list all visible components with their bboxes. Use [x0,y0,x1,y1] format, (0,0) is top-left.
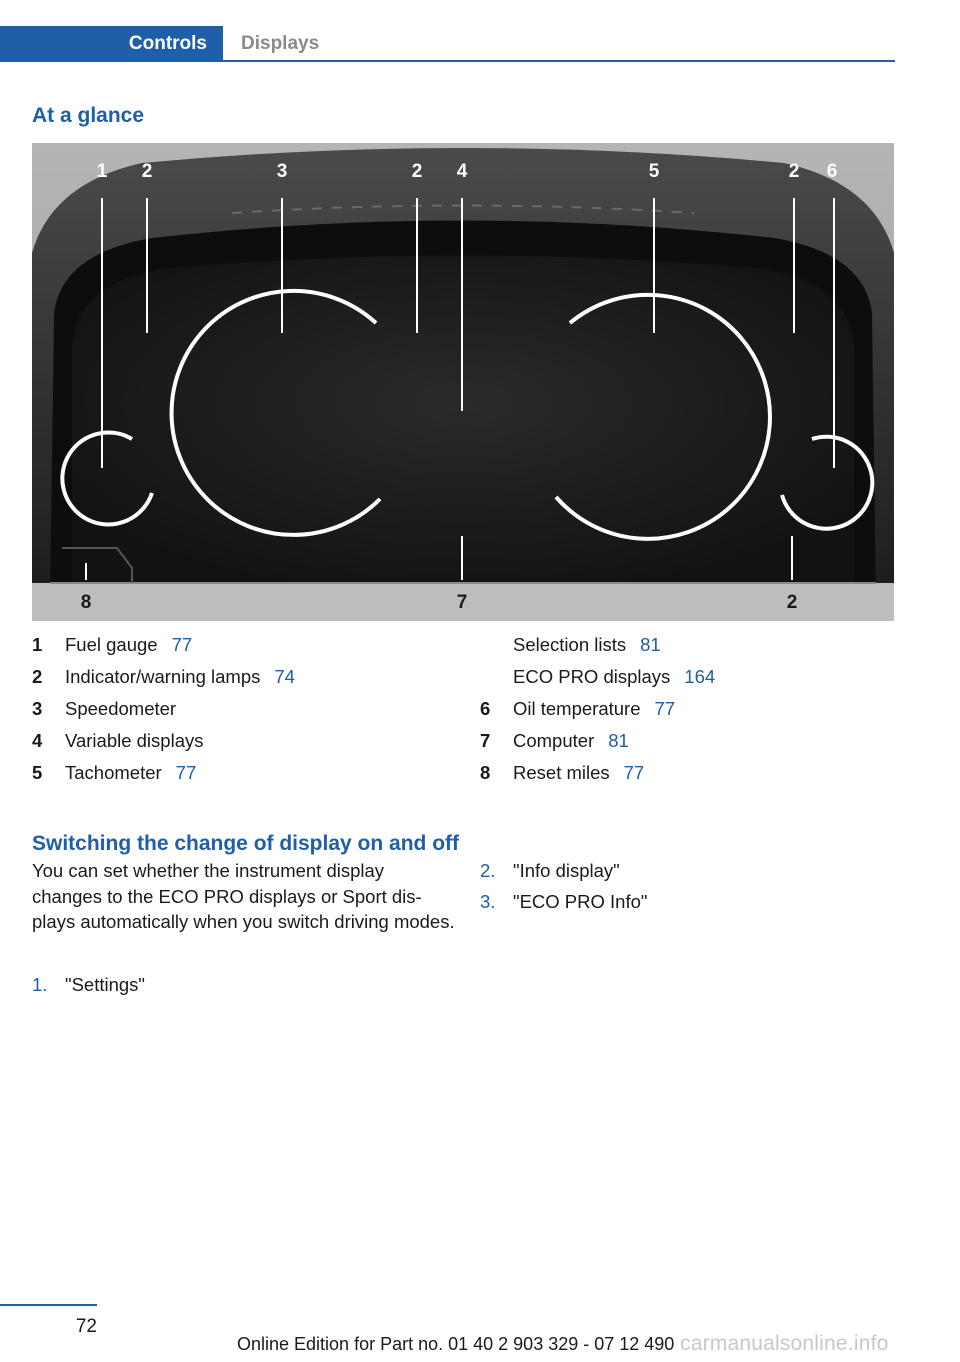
callout-top-3: 3 [276,161,288,182]
step-text: "ECO PRO Info" [513,891,648,912]
legend-label: Fuel gauge [65,634,158,655]
page-link[interactable]: 164 [684,666,716,687]
tab-displays[interactable]: Displays [241,33,320,54]
watermark: carmanualsonline.info [680,1332,889,1355]
legend-label: Variable displays [65,730,204,751]
callout-bottom-8: 8 [80,592,92,613]
edition-text: Online Edition for Part no. 01 40 2 903 329 - 07 12 490 [237,1334,675,1354]
page-link[interactable]: 81 [640,634,661,655]
step-item [32,969,452,1000]
legend-item [480,629,900,661]
legend-right [480,629,900,789]
page-link[interactable]: 81 [608,730,629,751]
legend-number: 7 [480,730,491,751]
page-link[interactable]: 77 [175,762,197,783]
instrument-cluster-illustration [32,143,894,621]
step-item [480,886,900,917]
callout-top-1: 1 [96,161,108,182]
steps-left [32,969,452,1000]
instrument-cluster-figure [32,143,894,621]
legend-label: Reset miles [513,762,610,783]
page-number: 72 [75,1316,97,1337]
legend-item [32,661,452,693]
footer-rule [0,1304,97,1306]
step-text: "Info display" [513,860,620,881]
legend-label: Tachometer [65,762,162,783]
legend-label: Computer [513,730,595,751]
page-link[interactable]: 77 [623,762,645,783]
callout-top-2c: 2 [788,161,800,182]
legend-label: ECO PRO displays [513,666,671,687]
legend-number: 8 [480,762,491,783]
legend-number: 1 [32,634,43,655]
legend-item [32,725,452,757]
tab-controls[interactable]: Controls [0,26,223,62]
legend-item [32,757,452,789]
legend-number: 5 [32,762,43,783]
step-number: 3. [480,891,496,912]
callout-bottom-7: 7 [456,592,468,613]
page-link[interactable]: 77 [171,634,193,655]
page-header [0,26,895,62]
legend-item [480,693,900,725]
step-text: "Settings" [65,974,145,995]
header-rule [0,60,895,62]
legend-item [480,725,900,757]
legend-item [480,661,900,693]
legend-item [32,693,452,725]
legend-number: 4 [32,730,43,751]
section-paragraph: You can set whether the instrument display changes to the ECO PRO displays or Sport dis- plays automatically when you switch driving modes. [32,860,455,932]
step-number: 1. [32,974,48,995]
legend-label: Oil temperature [513,698,641,719]
callout-top-4: 4 [456,161,468,182]
legend-label: Speedometer [65,698,177,719]
legend-label: Indicator/warning lamps [65,666,261,687]
page-link[interactable]: 74 [274,666,295,687]
legend-left [32,629,452,789]
legend-item [32,629,452,661]
page-link[interactable]: 77 [654,698,676,719]
step-number: 2. [480,860,496,881]
section-title-at-a-glance: At a glance [32,104,145,127]
legend-number: 6 [480,698,491,719]
legend-item [480,757,900,789]
callout-top-5: 5 [648,161,660,182]
callout-top-2a: 2 [141,161,153,182]
callout-top-2b: 2 [411,161,423,182]
legend-label: Selection lists [513,634,627,655]
steps-right [480,855,900,917]
section-title-switching: Switching the change of display on and off [32,832,460,855]
legend-number: 3 [32,698,43,719]
callout-top-6: 6 [826,161,838,182]
legend-number: 2 [32,666,43,687]
step-item [480,855,900,886]
callout-bottom-2: 2 [786,592,798,613]
